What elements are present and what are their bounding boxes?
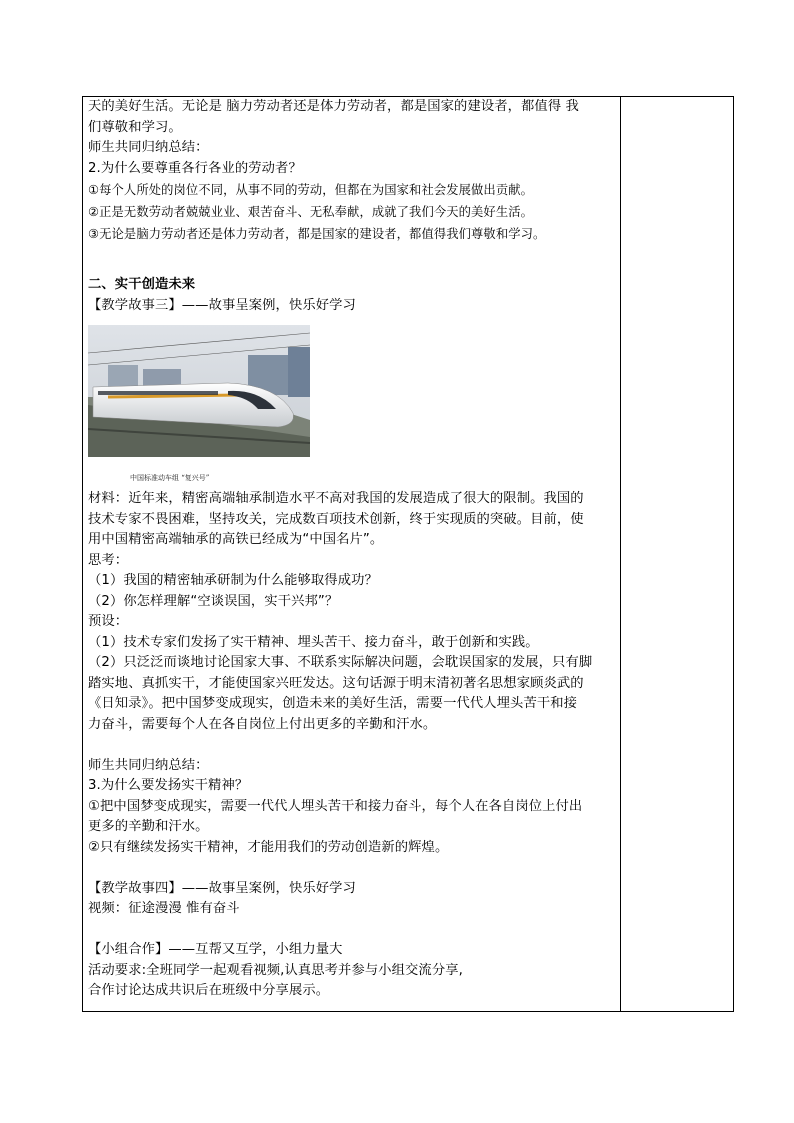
text-line: 天的美好生活。无论是 脑力劳动者还是体力劳动者，都是国家的建设者，都值得 我 <box>88 99 579 114</box>
activity-line: 合作讨论达成共识后在班级中分享展示。 <box>88 983 330 998</box>
question-3: 3.为什么要发扬实干精神？ <box>88 778 249 793</box>
answer-line: 更多的辛勤和汗水。 <box>88 819 209 834</box>
think-question: （1）我国的精密轴承研制为什么能够取得成功？ <box>88 573 378 588</box>
preset-answer: （1）技术专家们发扬了实干精神、埋头苦干、接力奋斗，敢于创新和实践。 <box>88 634 539 650</box>
section-heading: 二、实干创造未来 <box>88 277 196 292</box>
question-2: 2.为什么要尊重各行各业的劳动者？ <box>88 160 302 176</box>
answer-line: ②正是无数劳动者兢兢业业、艰苦奋斗、无私奉献，成就了我们今天的美好生活。 <box>88 205 534 219</box>
answer-line: ①把中国梦变成现实，需要一代代人埋头苦干和接力奋斗，每个人在各自岗位上付出 <box>88 798 583 814</box>
preset-answer: 力奋斗，需要每个人在各自岗位上付出更多的辛勤和汗水。 <box>88 716 437 732</box>
story-4-title: 【教学故事四】——故事呈案例，快乐好学习 <box>88 880 356 896</box>
summary-label: 师生共同归纳总结： <box>88 757 209 773</box>
preset-label: 预设： <box>88 614 129 629</box>
preset-answer: 《日知录》。把中国梦变成现实，创造未来的美好生活，需要一代代人埋头苦干和接 <box>88 696 578 711</box>
material-line: 材料：近年来，精密高端轴承制造水平不高对我国的发展造成了很大的限制。我国的 <box>88 491 584 506</box>
preset-answer: （2）只泛泛而谈地讨论国家大事、不联系实际解决问题，会耽误国家的发展，只有脚 <box>88 655 593 670</box>
answer-line: ③无论是脑力劳动者还是体力劳动者，都是国家的建设者，都值得我们尊敬和学习。 <box>88 227 546 241</box>
video-line: 视频：征途漫漫 惟有奋斗 <box>88 901 240 916</box>
lesson-content-cell <box>88 97 616 1002</box>
activity-line: 活动要求:全班同学一起观看视频,认真思考并参与小组交流分享, <box>88 962 463 978</box>
image-caption: 中国标准动车组 “复兴号” <box>130 474 210 482</box>
text-line: 们尊敬和学习。 <box>88 119 182 135</box>
think-question: （2）你怎样理解“空谈误国，实干兴邦”？ <box>88 593 339 609</box>
table-column-divider <box>620 96 621 1012</box>
preset-answer: 踏实地、真抓实干，才能使国家兴旺发达。这句话源于明末清初著名思想家顾炎武的 <box>88 675 584 691</box>
answer-line: ②只有继续发扬实干精神，才能用我们的劳动创造新的辉煌。 <box>88 839 449 855</box>
high-speed-train-photo <box>88 325 310 457</box>
material-line: 用中国精密高端轴承的高铁已经成为“中国名片”。 <box>88 532 384 547</box>
think-label: 思考： <box>88 552 129 568</box>
material-line: 技术专家不畏困难，坚持攻关，完成数百项技术创新，终于实现质的突破。目前，使 <box>88 511 584 527</box>
group-work-title: 【小组合作】——互帮又互学，小组力量大 <box>88 942 343 957</box>
answer-line: ①每个人所处的岗位不同，从事不同的劳动，但都在为国家和社会发展做出贡献。 <box>88 183 534 197</box>
story-3-title: 【教学故事三】——故事呈案例，快乐好学习 <box>88 297 356 313</box>
summary-label: 师生共同归纳总结： <box>88 140 209 155</box>
